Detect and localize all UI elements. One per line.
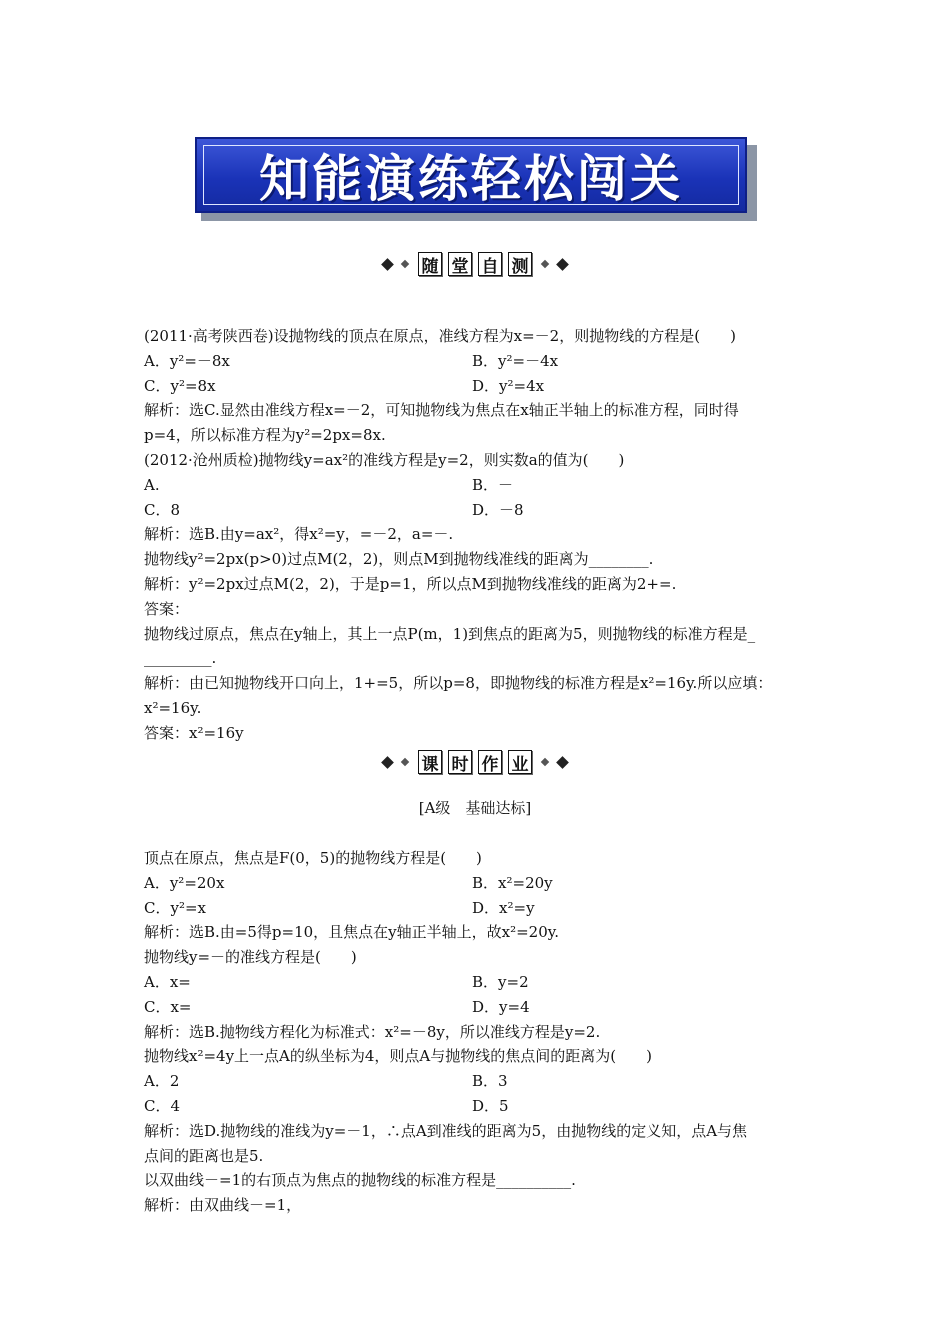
section-char: 课 <box>418 750 442 774</box>
diamond-icon <box>401 260 409 268</box>
option-text: A．y²=20x <box>144 873 225 892</box>
option-row <box>144 498 824 523</box>
option-text: B．－ <box>472 475 514 494</box>
text-line: 答案：x²=16y <box>144 723 244 742</box>
diamond-icon <box>401 758 409 766</box>
text-line: 抛物线y=－的准线方程是( ) <box>144 948 357 967</box>
section-char: 测 <box>508 252 532 276</box>
text-line: _________. <box>144 649 217 668</box>
option-text: B．3 <box>472 1072 508 1091</box>
option-row <box>144 1094 824 1119</box>
section-char: 作 <box>478 750 502 774</box>
diamond-icon <box>556 258 569 271</box>
text-line: 解析：选B.抛物线方程化为标准式：x²=－8y，所以准线方程是y=2. <box>144 1022 601 1041</box>
text-line: 解析：选C.显然由准线方程x=－2，可知抛物线为焦点在x轴正半轴上的标准方程，同时得 <box>144 401 739 420</box>
option-text: C．8 <box>144 500 181 519</box>
option-text: B．y²=－4x <box>472 351 559 370</box>
option-row <box>144 1069 824 1094</box>
banner-title: 知能演练轻松闯关 <box>259 150 683 208</box>
text-line: 抛物线y²=2px(p>0)过点M(2，2)，则点M到抛物线准线的距离为________. <box>144 550 654 569</box>
option-text: D．y=4 <box>472 997 530 1016</box>
section-char: 随 <box>418 252 442 276</box>
text-line: 抛物线过原点，焦点在y轴上，其上一点P(m，1)到焦点的距离为5，则抛物线的标准方程是_ <box>144 624 756 643</box>
option-row <box>144 374 824 399</box>
text-line: (2012·沧州质检)抛物线y=ax²的准线方程是y=2，则实数a的值为( ) <box>144 450 625 469</box>
option-text: A．x= <box>144 972 191 991</box>
exercise-block-1 <box>144 324 824 746</box>
option-text: B．x²=20y <box>472 873 553 892</box>
diamond-icon <box>541 260 549 268</box>
option-text: D．－8 <box>472 500 524 519</box>
text-line: 答案： <box>144 599 190 618</box>
option-row <box>144 871 824 896</box>
diamond-icon <box>381 756 394 769</box>
section-heading-2 <box>0 750 950 774</box>
option-row <box>144 995 824 1020</box>
option-text: D．y²=4x <box>472 376 545 395</box>
banner-box <box>195 137 747 213</box>
diamond-icon <box>556 756 569 769</box>
option-row <box>144 970 824 995</box>
title-banner <box>195 137 757 221</box>
option-row <box>144 473 824 498</box>
diamond-icon <box>381 258 394 271</box>
section-title-2 <box>418 750 532 774</box>
option-text: A. <box>144 475 160 494</box>
option-text: C．4 <box>144 1096 181 1115</box>
text-line: 解析：选B.由y=ax²，得x²=y，=－2，a=－. <box>144 525 454 544</box>
option-text: C．x= <box>144 997 192 1016</box>
text-line: p=4，所以标准方程为y²=2px=8x. <box>144 426 386 445</box>
section-heading-1 <box>0 252 950 276</box>
text-line: 解析：由已知抛物线开口向上，1+=5，所以p=8，即抛物线的标准方程是x²=16y.所以应填： <box>144 674 773 693</box>
text-line: 以双曲线－=1的右顶点为焦点的抛物线的标准方程是__________. <box>144 1171 576 1190</box>
text-line: 点间的距离也是5. <box>144 1146 264 1165</box>
option-row <box>144 896 824 921</box>
section-char: 时 <box>448 750 472 774</box>
text-line: 顶点在原点，焦点是F(0，5)的抛物线方程是( ) <box>144 849 482 867</box>
exercise-block-2 <box>144 846 824 1218</box>
option-text: D．5 <box>472 1096 509 1115</box>
option-text: C．y²=x <box>144 898 206 917</box>
section-char: 堂 <box>448 252 472 276</box>
option-text: D．x²=y <box>472 898 535 917</box>
text-line: (2011·高考陕西卷)设抛物线的顶点在原点，准线方程为x=－2，则抛物线的方程是( ) <box>144 327 736 345</box>
diamond-icon <box>541 758 549 766</box>
text-line: 解析：由双曲线－=1， <box>144 1196 302 1215</box>
section-char: 业 <box>508 750 532 774</box>
text-line: 解析：选B.由=5得p=10，且焦点在y轴正半轴上，故x²=20y. <box>144 923 560 942</box>
text-line: 解析：y²=2px过点M(2，2)，于是p=1，所以点M到抛物线准线的距离为2+=. <box>144 574 677 593</box>
level-label: [A级 基础达标] <box>418 799 532 817</box>
section-title-1 <box>418 252 532 276</box>
option-text: A．y²=－8x <box>144 351 230 370</box>
text-line: 抛物线x²=4y上一点A的纵坐标为4，则点A与抛物线的焦点间的距离为( ) <box>144 1047 652 1066</box>
option-text: B．y=2 <box>472 972 529 991</box>
text-line: x²=16y. <box>144 698 202 717</box>
option-row <box>144 349 824 374</box>
section-char: 自 <box>478 252 502 276</box>
text-line: 解析：选D.抛物线的准线为y=－1，∴点A到准线的距离为5，由抛物线的定义知，点A与焦 <box>144 1121 748 1140</box>
option-text: A．2 <box>144 1072 180 1091</box>
option-text: C．y²=8x <box>144 376 216 395</box>
